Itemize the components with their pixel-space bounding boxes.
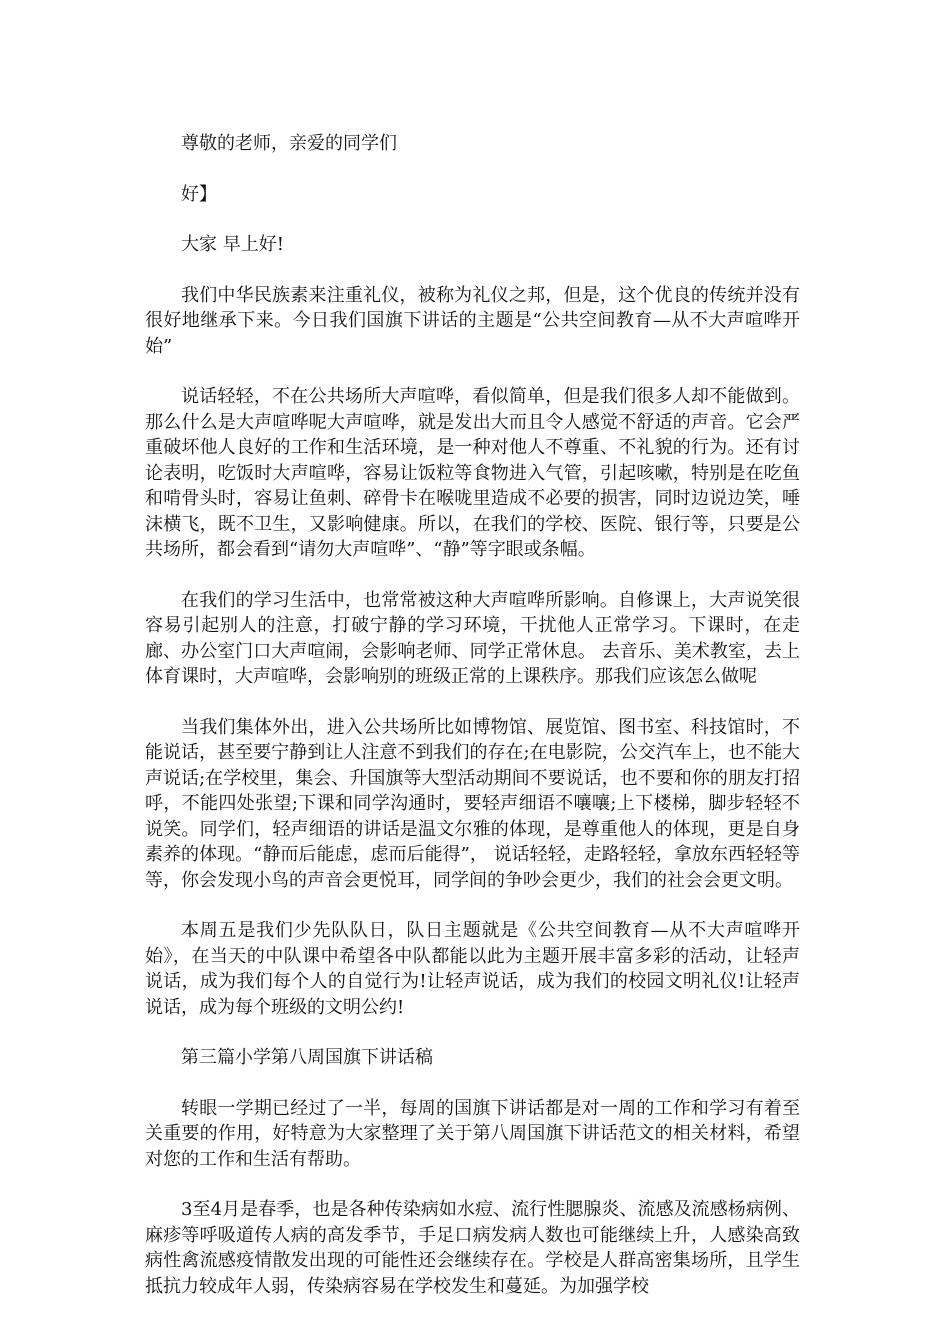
body-paragraph: 在我们的学习生活中，也常常被这种大声喧哗所影响。自修课上，大声说笑很容易引起别人的注意，打破宁静的学习环境，干扰他人正常学习。下课时，在走廊、办公室门口大声喧闹，会影响老师、同学正常休息。 去音乐、美术教室，去上体育课时，大声喧哗，会影响别的班级正常的上课秩序。那我们应该怎么做呢 (145, 589, 800, 687)
body-paragraph: 3至4月是春季，也是各种传染病如水痘、流行性腮腺炎、流感及流感杨病例、麻疹等呼吸道传人病的高发季节，手足口病发病人数也可能继续上升，人感染高致病性禽流感疫情散发出现的可能性还会继续存在。学校是人群高密集场所，且学生抵抗力较成年人弱，传染病容易在学校发生和蔓延。为加强学校 (145, 1199, 800, 1297)
body-paragraph: 本周五是我们少先队队日，队日主题就是《公共空间教育—从不大声喧哗开始》，在当天的中队课中希望各中队都能以此为主题开展丰富多彩的活动，让轻声说话，成为我们每个人的自觉行为!让轻声说话，成为我们的校园文明礼仪!让轻声说话，成为每个班级的文明公约! (145, 920, 800, 1018)
body-paragraph: 当我们集体外出，进入公共场所比如博物馆、展览馆、图书室、科技馆时，不能说话，甚至要宁静到让人注意不到我们的存在;在电影院，公交汽车上，也不能大声说话;在学校里，集会、升国旗等大型活动期间不要说话，也不要和你的朋友打招呼，不能四处张望;下课和同学沟通时，要轻声细语不嚷嚷;上下楼梯，脚步轻轻不说笑。同学们，轻声细语的讲话是温文尔雅的体现，是尊重他人的体现，更是自身素养的体现。“静而后能虑，虑而后能得”， 说话轻轻，走路轻轻，拿放东西轻轻等等，你会发现小鸟的声音会更悦耳，同学间的争吵会更少，我们的社会会更文明。 (145, 716, 800, 891)
body-paragraph: 说话轻轻，不在公共场所大声喧哗，看似简单，但是我们很多人却不能做到。那么什么是大声喧哗呢大声喧哗，就是发出大而且令人感觉不舒适的声音。它会严重破坏他人良好的工作和生活环境，是一种对他人不尊重、不礼貌的行为。还有讨论表明，吃饭时大声喧哗，容易让饭粒等食物进入气管，引起咳嗽，特别是在吃鱼和啃骨头时，容易让鱼刺、碎骨卡在喉咙里造成不必要的损害，同时边说边笑，唾沫横飞，既不卫生，又影响健康。所以，在我们的学校、医院、银行等，只要是公共场所，都会看到“请勿大声喧哗”、“静”等字眼或条幅。 (145, 386, 800, 560)
greeting-line: 尊敬的老师，亲爱的同学们 (181, 133, 397, 154)
section-heading: 第三篇小学第八周国旗下讲话稿 (181, 1047, 433, 1068)
salutation: 大家 早上好! (181, 234, 284, 255)
greeting-continuation: 好】 (181, 183, 217, 205)
body-paragraph: 转眼一学期已经过了一半，每周的国旗下讲话都是对一周的工作和学习有着至关重要的作用，好特意为大家整理了关于第八周国旗下讲话范文的相关材料，希望对您的工作和生活有帮助。 (145, 1097, 800, 1170)
body-paragraph: 我们中华民族素来注重礼仪，被称为礼仪之邦，但是，这个优良的传统并没有很好地继承下来。今日我们国旗下讲话的主题是“公共空间教育—从不大声喧哗开始” (145, 284, 800, 357)
document-body (145, 131, 800, 1324)
